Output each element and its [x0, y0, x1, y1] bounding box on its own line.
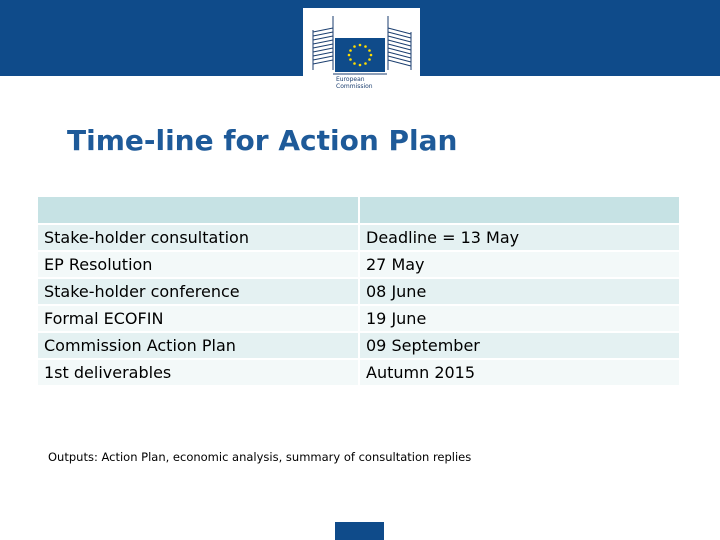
date-cell: 19 June	[360, 306, 679, 331]
logo-text-line1: European	[336, 76, 365, 83]
logo-text	[336, 76, 373, 90]
outputs-note: Outputs: Action Plan, economic analysis, summary of consultation replies	[48, 450, 472, 464]
table-row	[38, 279, 679, 304]
date-cell: 27 May	[360, 252, 679, 277]
table-header-row	[38, 197, 679, 223]
table-row	[38, 360, 679, 385]
header-cell	[38, 197, 358, 223]
timeline-table	[36, 195, 681, 387]
table-row	[38, 333, 679, 358]
header-cell	[360, 197, 679, 223]
date-cell: 09 September	[360, 333, 679, 358]
milestone-cell: Stake-holder consultation	[38, 225, 358, 250]
logo-text-line2: Commission	[336, 83, 373, 90]
slide-title: Time-line for Action Plan	[67, 124, 458, 157]
footer-bar	[335, 522, 384, 540]
table-row	[38, 252, 679, 277]
milestone-cell: 1st deliverables	[38, 360, 358, 385]
milestone-cell: EP Resolution	[38, 252, 358, 277]
table-row	[38, 225, 679, 250]
table-row	[38, 306, 679, 331]
date-cell: 08 June	[360, 279, 679, 304]
date-cell: Autumn 2015	[360, 360, 679, 385]
milestone-cell: Commission Action Plan	[38, 333, 358, 358]
milestone-cell: Formal ECOFIN	[38, 306, 358, 331]
date-cell: Deadline = 13 May	[360, 225, 679, 250]
european-commission-logo	[303, 8, 420, 104]
milestone-cell: Stake-holder conference	[38, 279, 358, 304]
